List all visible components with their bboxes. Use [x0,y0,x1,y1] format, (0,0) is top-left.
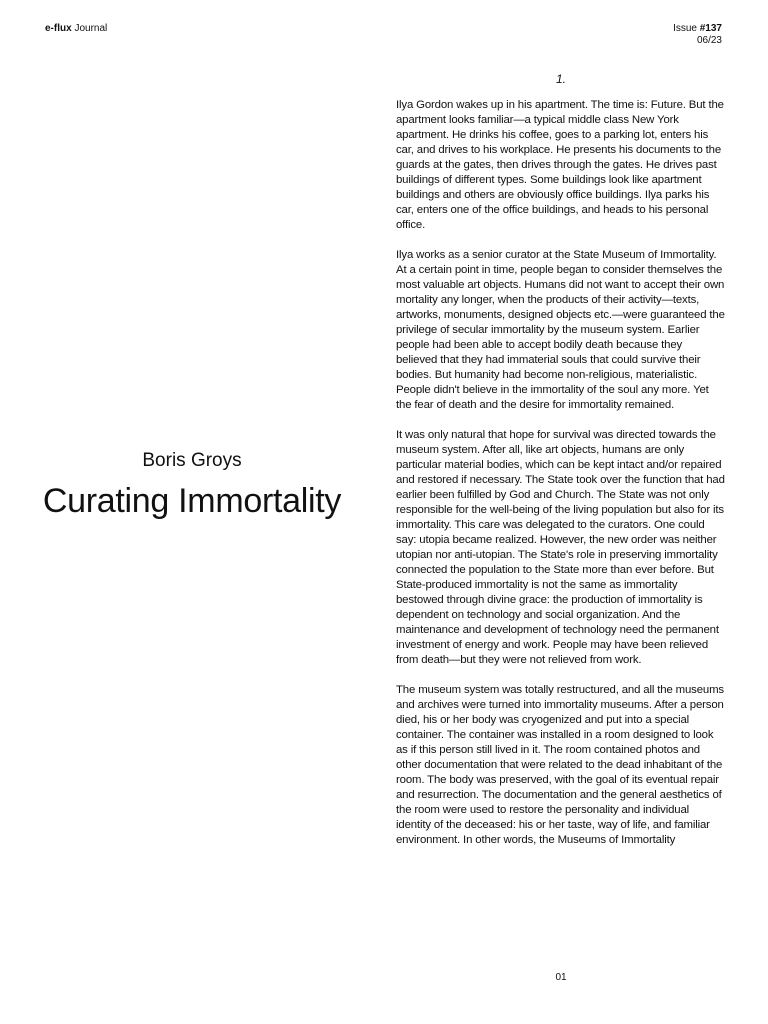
masthead [45,23,107,35]
paragraph: The museum system was totally restructured, and all the museums and archives were turned into immortality museums. After a person died, his or her body was cryogenized and put into a special container. The container was installed in a room designed to look as if this person still lived in it. The room contained photos and other documentation that were related to the dead inhabitant of the room. The body was preserved, with the goal of its eventual repair and resurrection. The documentation and the general aesthetics of the room were used to restore the personality and individual identity of the deceased: his or her taste, way of life, and familiar environment. In other words, the Museums of Immortality [396,684,724,846]
publication-section: Journal [74,23,108,34]
brand-name: e-flux [45,23,72,34]
article-body [396,98,726,863]
paragraph: It was only natural that hope for survival was directed towards the museum system. After all, like art objects, humans are only particular material bodies, which can be kept intact and/or repaired and restored if necessary. The State took over the function that had earlier been fulfilled by God and Church. The State was not only responsible for the well-being of the living population but also for its immortality. This care was delegated to the curators. One could say: utopia became realized. However, the new order was neither utopian nor anti-utopian. The State's role in preserving immortality connected the population to the State more than ever before. But State-produced immortality is not the same as immortality bestowed through divine grace: the production of immortality is dependent on technology and social organization. And the maintenance and development of technology need the permanent investment of energy and work. People may have been relieved from death—but they were not relieved from work. [396,429,725,666]
section-number: 1. [555,72,566,86]
article-title: Curating Immortality [42,482,342,520]
paragraph: Ilya works as a senior curator at the State Museum of Immortality. At a certain point in time, people began to consider themselves the most valuable art objects. Humans did not want to accept their own mortality any longer, when the products of their activity—texts, artworks, monuments, designed objects etc.—were guaranteed the privilege of secular immortality by the museum system. Earlier people had been able to accept bodily death because they believed that they had immaterial souls that could survive their bodies. But humanity had become non-religious, materialistic. People didn't believe in the immortality of the soul any more. Yet the fear of death and the desire for immortality remained. [396,249,725,411]
issue-number: #137 [699,23,722,34]
issue-info [673,23,722,47]
issue-date: 06/23 [696,35,722,46]
paragraph: Ilya Gordon wakes up in his apartment. The time is: Future. But the apartment looks familiar—a typical middle class New York apartment. He drinks his coffee, goes to a parking lot, enters his car, and drives to his workplace. He presents his documents to the guards at the gates, then drives through the gates. He drives past buildings of different types. Some buildings look like apartment buildings and others are obviously office buildings. Ilya parks his car, enters one of the office buildings, and heads to his personal office. [396,99,724,231]
page-number: 01 [555,972,567,983]
issue-label: Issue [673,23,697,34]
article-author: Boris Groys [142,450,242,471]
